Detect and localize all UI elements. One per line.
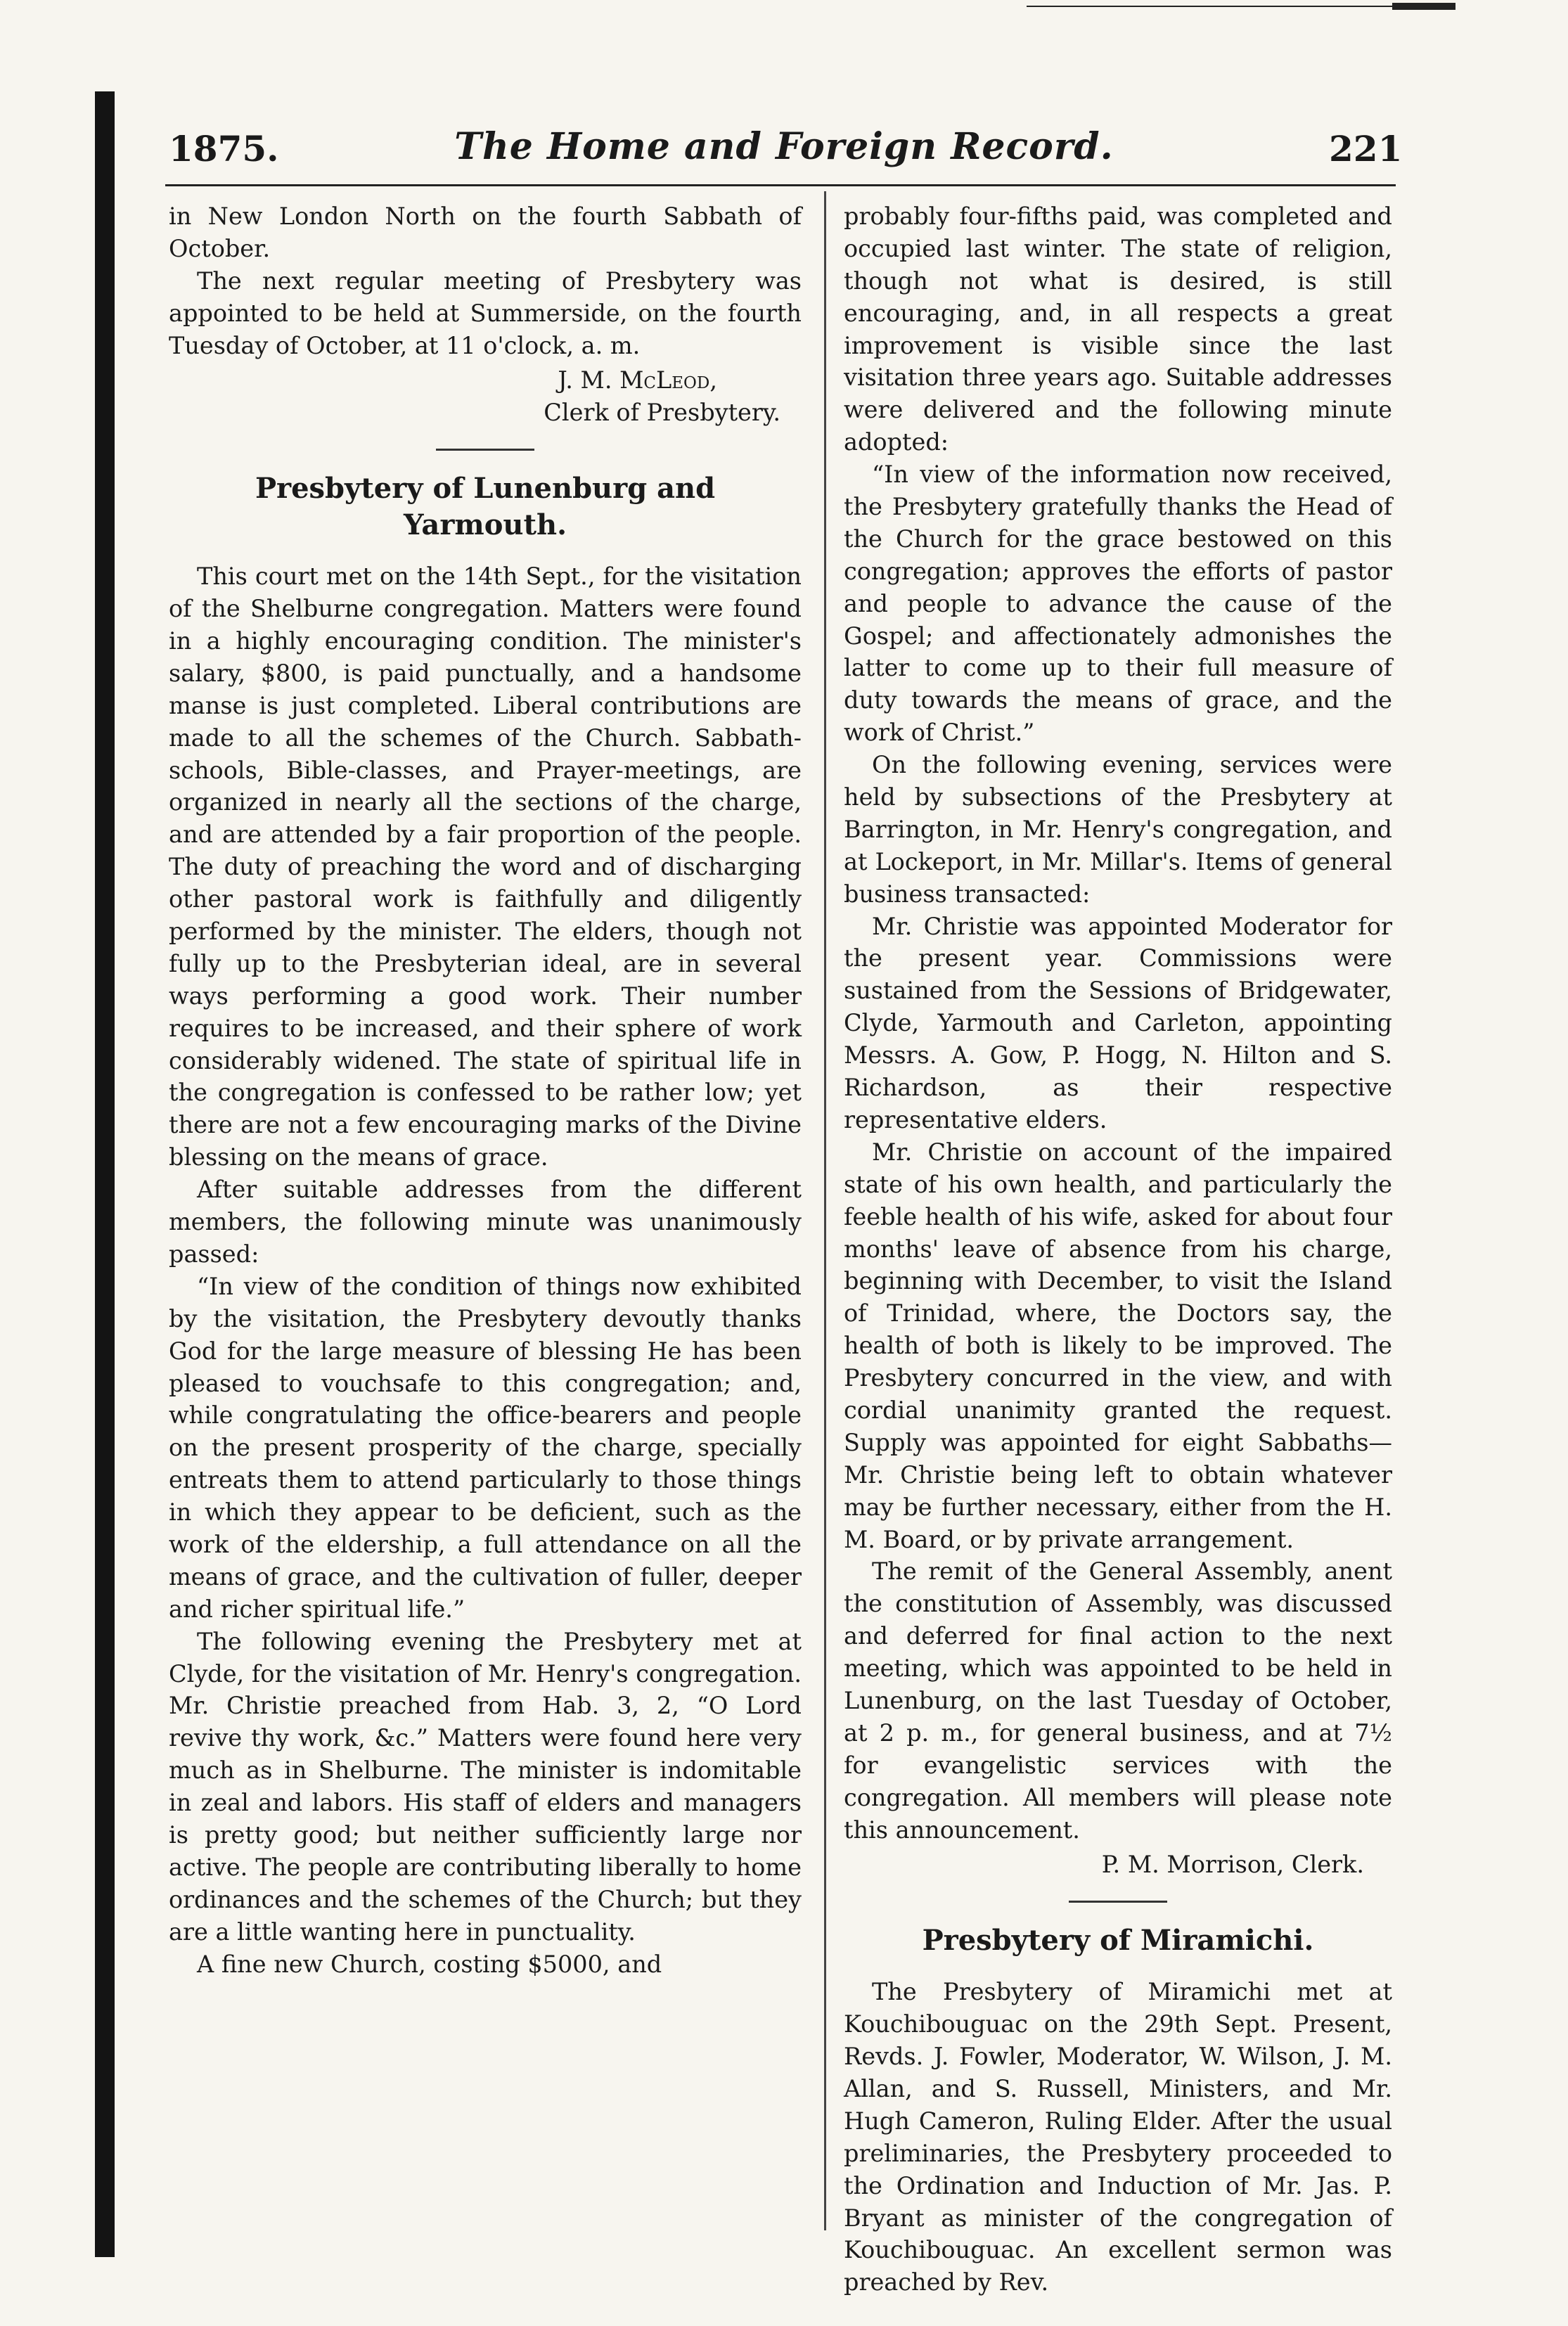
left-paragraph-4: After suitable addresses from the different members, the following minute was unanimously passed: <box>169 1176 802 1268</box>
header-title: The Home and Foreign Record. <box>454 125 1114 168</box>
binding-edge-shadow <box>95 91 115 2257</box>
right-paragraph-5: Mr. Christie on account of the impaired state of his own health, and particularly the feeble health of his wife, asked for about four months' leave of absence from his charge, beginning with December, to visit the Island of Trinidad, where, the Doctors say, the health of both is likely to be improved. The Presbytery concurred in the view, and with cordial unanimity granted the request. Supply was appointed for eight Sabbaths—Mr. Christie being left to obtain whatever may be further necessary, either from the H. M. Board, or by private arrangement. <box>844 1138 1392 1553</box>
section-rule <box>1069 1901 1167 1903</box>
right-paragraph-4: Mr. Christie was appointed Moderator for the present year. Commissions were sustained from the Sessions of Bridgewater, Clyde, Yarmouth and Carleton, appointing Messrs. A. Gow, P. Hogg, N. Hilton and S. Richardson, as their respective representative elders. <box>844 912 1392 1133</box>
top-edge-rule <box>1027 6 1455 7</box>
left-column <box>169 200 802 1980</box>
header-page-number: 221 <box>1329 128 1403 169</box>
header-year: 1875. <box>169 128 279 169</box>
signature-name: J. M. McLeod, <box>558 366 717 394</box>
column-divider <box>824 191 826 2230</box>
left-paragraph-2: The next regular meeting of Presbytery was appointed to be held at Summerside, on the fourth Tuesday of October, at 11 o'clock, a. m. <box>169 266 802 359</box>
signature-mcleod <box>169 364 780 429</box>
right-paragraph-3: On the following evening, services were held by subsections of the Presbytery at Barrington, in Mr. Henry's congregation, and at Lockeport, in Mr. Millar's. Items of general business transacted: <box>844 751 1392 908</box>
signature-role: Clerk of Presbytery. <box>544 399 780 427</box>
right-paragraph-1: probably four-fifths paid, was completed and occupied last winter. The state of religion, though not what is desired, is still encouraging, and, in all respects a great improvement is visible since the last visitation three years ago. Suitable addresses were delivered and the following minute adopted: <box>844 203 1392 456</box>
right-paragraph-2: “In view of the information now received, the Presbytery gratefully thanks the Head of the Church for the grace bestowed on this congregation; approves the efforts of pastor and people to advance the cause of the Gospel; and affectionately admonishes the latter to come up to their full measure of duty towards the means of grace, and the work of Christ.” <box>844 461 1392 747</box>
left-paragraph-3: This court met on the 14th Sept., for the visitation of the Shelburne congregation. Matters were found in a highly encouraging condition. The minister's salary, $800, is paid punctually, and a handsome manse is just completed. Liberal contributions are made to all the schemes of the Church. Sabbath-schools, Bible-classes, and Prayer-meetings, are organized in nearly all the sections of the charge, and are attended by a fair proportion of the people. The duty of preaching the word and of discharging other pastoral work is faithfully and diligently performed by the minister. The elders, though not fully up to the Presbyterian ideal, are in several ways performing a good work. Their number requires to be increased, and their sphere of work considerably widened. The state of spiritual life in the congregation is confessed to be rather low; yet there are not a few encouraging marks of the Divine blessing on the means of grace. <box>169 563 802 1171</box>
signature-morrison: P. M. Morrison, Clerk. <box>1101 1851 1364 1879</box>
header-rule <box>165 184 1396 186</box>
top-edge-mark <box>1392 3 1455 10</box>
left-paragraph-7: A fine new Church, costing $5000, and <box>197 1950 662 1978</box>
left-paragraph-6: The following evening the Presbytery met at Clyde, for the visitation of Mr. Henry's congregation. Mr. Christie preached from Hab. 3, 2, “O Lord revive thy work, &c.” Matters were found here very much as in Shelburne. The minister is indomitable in zeal and labors. His staff of elders and managers is pretty good; but neither sufficiently large nor active. The people are contributing liberally to home ordinances and the schemes of the Church; but they are a little wanting here in punctuality. <box>169 1627 802 1946</box>
section-rule <box>436 449 534 451</box>
left-paragraph-1: in New London North on the fourth Sabbath of October. <box>169 203 802 262</box>
left-paragraph-5: “In view of the condition of things now exhibited by the visitation, the Presbytery devoutly thanks God for the large measure of blessing He has been pleased to vouchsafe to this congregation; and, while congratulating the office-bearers and people on the present prosperity of the charge, specially entreats them to attend particularly to those things in which they appear to be deficient, such as the work of the eldership, a full attendance on all the means of grace, and the cultivation of fuller, deeper and richer spiritual life.” <box>169 1272 802 1623</box>
heading-miramichi: Presbytery of Miramichi. <box>922 1924 1314 1958</box>
right-paragraph-6: The remit of the General Assembly, anent the constitution of Assembly, was discussed and deferred for final action to the next meeting, which was appointed to be held in Lunenburg, on the last Tuesday of October, at 2 p. m., for general business, and at 7½ for evangelistic services with the congregation. All members will please note this announcement. <box>844 1557 1392 1844</box>
right-paragraph-7: The Presbytery of Miramichi met at Kouchibouguac on the 29th Sept. Present, Revds. J. Fowler, Moderator, W. Wilson, J. M. Allan, and S. Russell, Ministers, and Mr. Hugh Cameron, Ruling Elder. After the usual preliminaries, the Presbytery proceeded to the Ordination and Induction of Mr. Jas. P. Bryant as minister of the congregation of Kouchibouguac. An excellent sermon was preached by Rev. <box>844 1978 1392 2296</box>
right-column <box>844 200 1392 2299</box>
heading-lunenburg-yarmouth: Presbytery of Lunenburg and Yarmouth. <box>255 472 716 542</box>
